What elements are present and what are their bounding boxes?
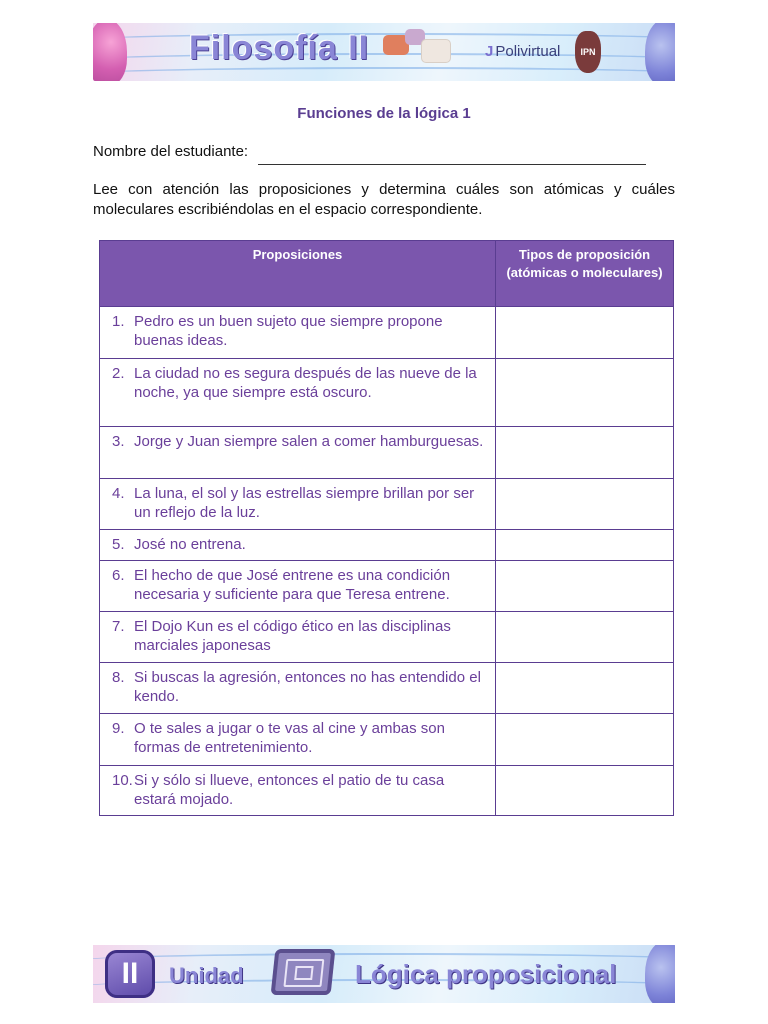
proposition-number: 2. xyxy=(112,365,125,382)
proposition-text: Si y sólo si llueve, entonces el patio de tu casa estará mojado. xyxy=(134,772,445,808)
table-row xyxy=(100,359,674,427)
proposition-cell xyxy=(100,427,496,479)
proposition-cell xyxy=(100,530,496,561)
proposition-text: José no entrena. xyxy=(134,536,246,553)
proposition-number: 6. xyxy=(112,567,125,584)
table-row xyxy=(100,766,674,816)
proposition-number: 9. xyxy=(112,720,125,737)
table-row xyxy=(100,561,674,612)
table-row xyxy=(100,714,674,766)
table-row xyxy=(100,307,674,359)
proposition-cell xyxy=(100,307,496,359)
column-header-type: Tipos de proposición (atómicas o moleculares) xyxy=(496,241,674,307)
table-row xyxy=(100,663,674,714)
document-title: Funciones de la lógica 1 xyxy=(297,105,471,122)
answer-cell[interactable] xyxy=(496,530,674,561)
speech-bubble-icon xyxy=(421,39,451,63)
answer-cell[interactable] xyxy=(496,561,674,612)
proposition-text: La ciudad no es segura después de las nueve de la noche, ya que siempre está oscuro. xyxy=(134,365,477,401)
proposition-number: 7. xyxy=(112,618,125,635)
proposition-text: Pedro es un buen sujeto que siempre propone buenas ideas. xyxy=(134,313,443,349)
answer-cell[interactable] xyxy=(496,663,674,714)
table-row xyxy=(100,479,674,530)
answer-cell[interactable] xyxy=(496,612,674,663)
proposition-number: 5. xyxy=(112,536,125,553)
unit-number-badge: II xyxy=(105,950,155,998)
proposition-text: El hecho de que José entrene es una condición necesaria y suficiente para que Teresa entrene. xyxy=(134,567,451,603)
proposition-number: 1. xyxy=(112,313,125,330)
unit-title: Lógica proposicional xyxy=(355,959,617,989)
proposition-text: Jorge y Juan siempre salen a comer hamburguesas. xyxy=(134,433,484,450)
proposition-number: 10. xyxy=(112,772,133,789)
proposition-text: La luna, el sol y las estrellas siempre brillan por ser un reflejo de la luz. xyxy=(134,485,475,521)
student-name-field[interactable] xyxy=(258,164,646,165)
column-header-propositions: Proposiciones xyxy=(100,241,496,307)
brand-name: Polivirtual xyxy=(495,43,561,60)
proposition-number: 4. xyxy=(112,485,125,502)
proposition-cell xyxy=(100,479,496,530)
answer-cell[interactable] xyxy=(496,766,674,816)
proposition-text: O te sales a jugar o te vas al cine y ambas son formas de entretenimiento. xyxy=(134,720,445,756)
footer-banner xyxy=(93,945,675,1003)
proposition-cell xyxy=(100,612,496,663)
proposition-cell xyxy=(100,663,496,714)
answer-cell[interactable] xyxy=(496,427,674,479)
table-row xyxy=(100,612,674,663)
proposition-cell xyxy=(100,359,496,427)
table-header-row xyxy=(100,241,674,307)
ipn-crest-icon: IPN xyxy=(575,31,601,73)
table-row xyxy=(100,530,674,561)
course-title: Filosofía II xyxy=(189,29,370,67)
profile-face-icon xyxy=(645,945,675,1003)
answer-cell[interactable] xyxy=(496,479,674,530)
profile-face-icon xyxy=(645,23,675,81)
maze-icon xyxy=(271,949,336,995)
unit-label: Unidad xyxy=(169,963,244,988)
instructions-text: Lee con atención las proposiciones y determina cuáles son atómicas y cuáles moleculares escribiéndolas en el espacio correspondiente. xyxy=(93,181,675,218)
answer-cell[interactable] xyxy=(496,714,674,766)
table-row xyxy=(100,427,674,479)
answer-cell[interactable] xyxy=(496,359,674,427)
answer-cell[interactable] xyxy=(496,307,674,359)
polivirtual-mark-icon: J xyxy=(485,43,494,60)
propositions-table xyxy=(99,240,674,816)
student-name-label: Nombre del estudiante: xyxy=(93,143,249,160)
proposition-cell xyxy=(100,561,496,612)
polivirtual-logo xyxy=(485,43,560,60)
proposition-cell xyxy=(100,766,496,816)
thinker-face-icon xyxy=(93,23,127,81)
proposition-text: Si buscas la agresión, entonces no has entendido el kendo. xyxy=(134,669,481,705)
proposition-cell xyxy=(100,714,496,766)
proposition-text: El Dojo Kun es el código ético en las disciplinas marciales japonesas xyxy=(134,618,451,654)
header-banner xyxy=(93,23,675,81)
proposition-number: 3. xyxy=(112,433,125,450)
proposition-number: 8. xyxy=(112,669,125,686)
